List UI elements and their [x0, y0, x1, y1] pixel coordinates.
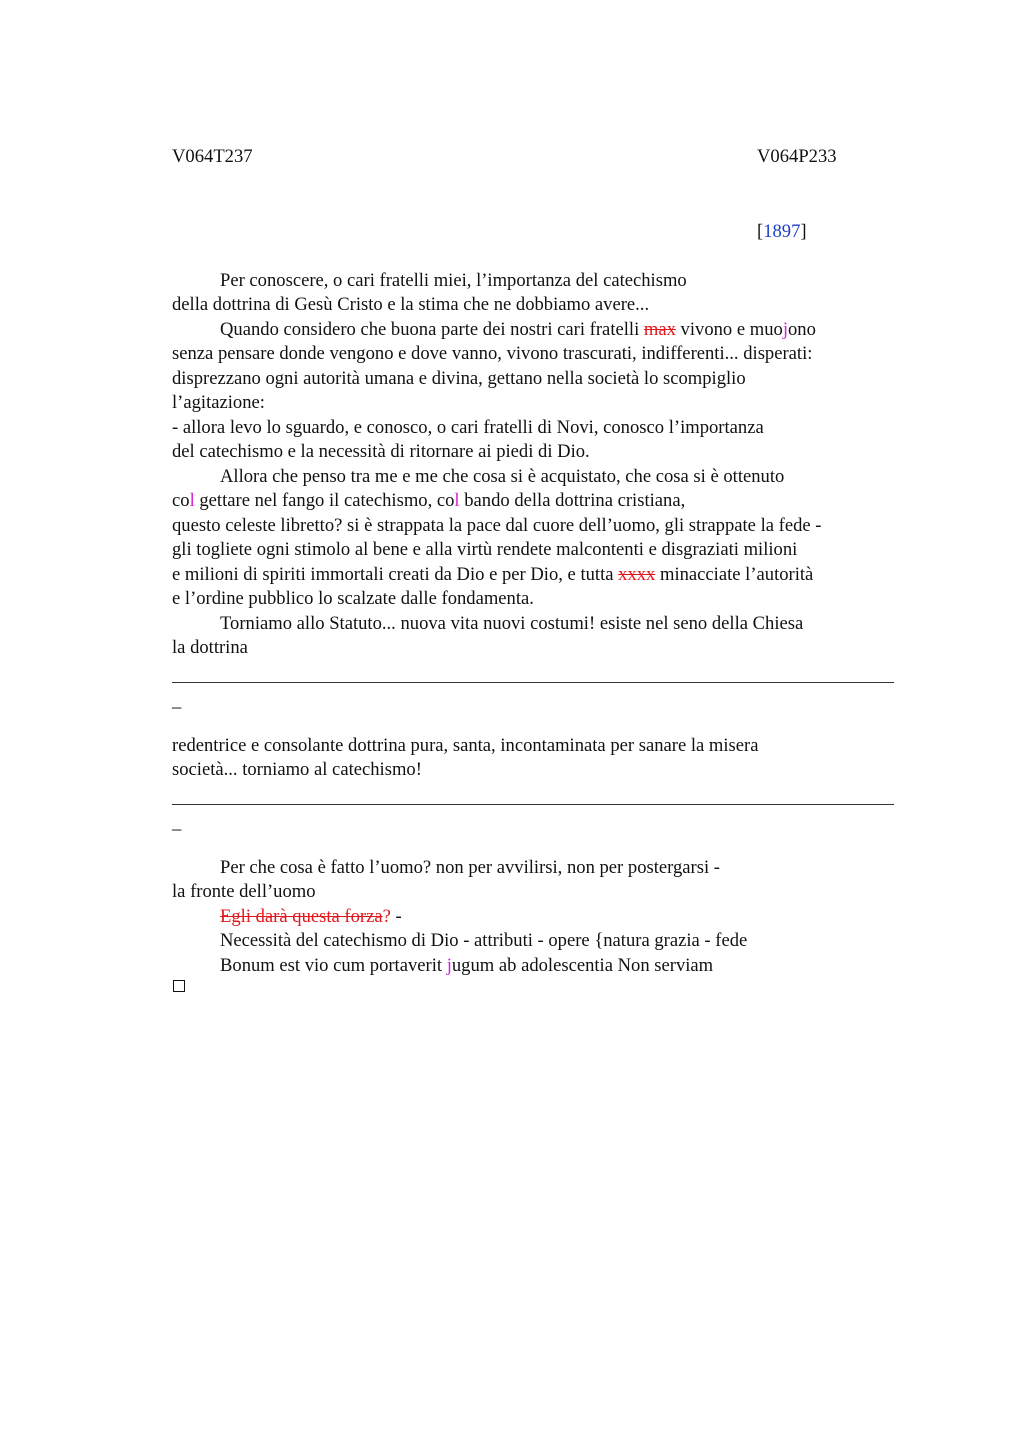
text-segment: e milioni di spiriti immortali creati da Dio e per Dio, e tutta — [172, 564, 619, 585]
text-line — [220, 318, 816, 342]
date-bracket-open: [ — [757, 221, 764, 242]
text-segment: ono — [787, 319, 816, 340]
text-line — [172, 489, 685, 513]
inserted-question-mark: ? — [382, 906, 391, 927]
text-line: società... torniamo al catechismo! — [172, 759, 422, 780]
inserted-letter: l — [189, 490, 195, 511]
text-segment: co — [172, 490, 190, 511]
text-line: senza pensare donde vengono e dove vanno, vivono trascurati, indifferenti... disperati: — [172, 343, 813, 364]
text-line: della dottrina di Gesù Cristo e la stima che ne dobbiamo avere... — [172, 294, 650, 315]
text-segment: ugum ab adolescentia Non serviam — [451, 955, 714, 976]
inserted-letter: l — [454, 490, 460, 511]
text-segment: Quando considero che buona parte dei nostri cari fratelli — [220, 319, 644, 340]
text-segment: - — [390, 906, 402, 927]
end-marker-box-icon — [173, 980, 185, 992]
text-line: Allora che penso tra me e me che cosa si è acquistato, che cosa si è ottenuto — [220, 466, 785, 487]
inserted-letter: j — [446, 955, 452, 976]
text-line: gli togliete ogni stimolo al bene e alla virtù rendete malcontenti e disgraziati milioni — [172, 539, 798, 560]
date-bracket-close: ] — [800, 221, 807, 242]
deleted-text: xxxx — [618, 564, 656, 585]
separator-line — [172, 804, 894, 805]
deleted-text: Egli darà questa forza — [220, 906, 383, 927]
separator-tail: _ — [172, 812, 182, 833]
document-code-left: V064T237 — [172, 146, 253, 167]
text-line: questo celeste libretto? si è strappata la pace dal cuore dell’uomo, gli strappate la fede - — [172, 515, 822, 536]
text-line: l’agitazione: — [172, 392, 265, 413]
text-line: Per che cosa è fatto l’uomo? non per avvilirsi, non per postergarsi - — [220, 857, 720, 878]
date-year: 1897 — [763, 221, 801, 242]
separator-tail: _ — [172, 690, 182, 711]
text-line: Necessità del catechismo di Dio - attributi - opere {natura grazia - fede — [220, 930, 748, 951]
text-segment: vivono e muo — [675, 319, 783, 340]
text-line: redentrice e consolante dottrina pura, santa, incontaminata per sanare la misera — [172, 735, 759, 756]
text-line — [172, 563, 813, 587]
text-line: del catechismo e la necessità di ritornare ai piedi di Dio. — [172, 441, 590, 462]
inserted-letter: j — [782, 319, 788, 340]
text-line — [220, 905, 402, 929]
text-line: disprezzano ogni autorità umana e divina, gettano nella società lo scompiglio — [172, 368, 746, 389]
separator-line — [172, 682, 894, 683]
deleted-text: max — [643, 319, 676, 340]
text-line: la fronte dell’uomo — [172, 881, 316, 902]
text-line: Torniamo allo Statuto... nuova vita nuovi costumi! esiste nel seno della Chiesa — [220, 613, 804, 634]
text-segment: gettare nel fango il catechismo, co — [194, 490, 455, 511]
text-line: la dottrina — [172, 637, 248, 658]
text-segment: minacciate l’autorità — [655, 564, 814, 585]
text-line — [220, 954, 713, 978]
text-line: Per conoscere, o cari fratelli miei, l’importanza del catechismo — [220, 270, 687, 291]
text-segment: Bonum est vio cum portaverit — [220, 955, 447, 976]
text-line: e l’ordine pubblico lo scalzate dalle fondamenta. — [172, 588, 534, 609]
text-segment: bando della dottrina cristiana, — [459, 490, 686, 511]
document-code-right: V064P233 — [757, 146, 837, 167]
text-line: - allora levo lo sguardo, e conosco, o cari fratelli di Novi, conosco l’importanza — [172, 417, 764, 438]
date-annotation — [757, 221, 807, 243]
